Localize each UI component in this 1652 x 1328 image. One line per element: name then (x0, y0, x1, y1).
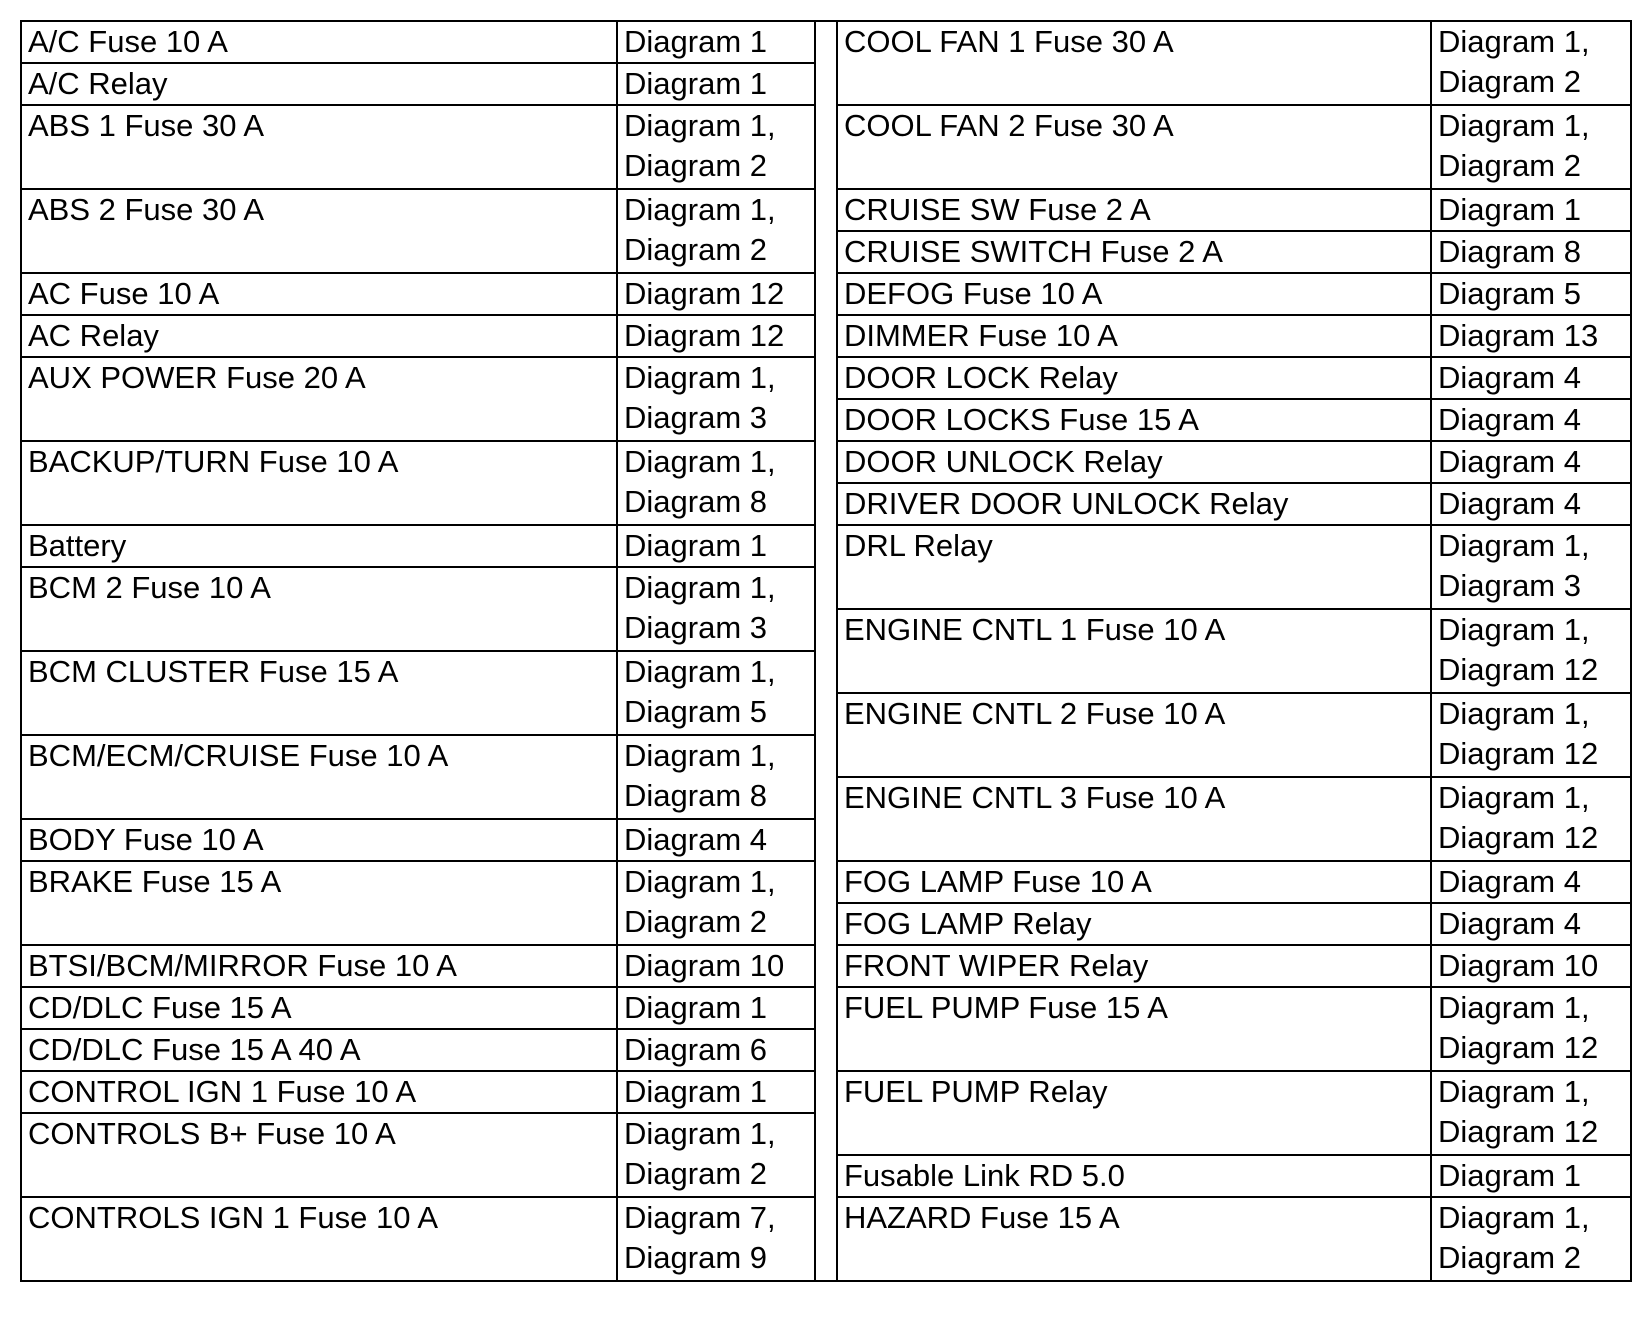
diagram-reference: Diagram 1 (624, 990, 767, 1025)
table-row (22, 1198, 814, 1280)
component-name: CD/DLC Fuse 15 A (22, 988, 618, 1028)
diagram-reference: Diagram 1, Diagram 3 (1437, 528, 1590, 603)
component-name: FUEL PUMP Relay (838, 1072, 1432, 1154)
component-name: FRONT WIPER Relay (838, 946, 1432, 986)
component-name: BCM 2 Fuse 10 A (22, 568, 618, 650)
component-name: AC Fuse 10 A (22, 274, 618, 314)
component-name: FOG LAMP Relay (838, 904, 1432, 944)
table-row (838, 442, 1630, 484)
table-row (838, 778, 1630, 862)
diagram-reference: Diagram 10 (1437, 948, 1599, 983)
diagram-reference: Diagram 13 (1437, 318, 1599, 353)
component-name: DOOR LOCK Relay (838, 358, 1432, 398)
diagram-reference: Diagram 1 (1437, 1158, 1581, 1193)
component-name: AC Relay (22, 316, 618, 356)
diagram-reference: Diagram 1, Diagram 12 (1437, 696, 1599, 771)
component-name: DOOR LOCKS Fuse 15 A (838, 400, 1432, 440)
table-row (838, 316, 1630, 358)
table-row (22, 106, 814, 190)
table-row (838, 904, 1630, 946)
table-row (22, 1072, 814, 1114)
diagram-reference: Diagram 4 (1437, 486, 1581, 521)
diagram-reference: Diagram 1 (624, 66, 767, 101)
column-divider (814, 22, 838, 1280)
table-row (838, 862, 1630, 904)
table-row (838, 484, 1630, 526)
table-row (22, 862, 814, 946)
diagram-reference: Diagram 1, Diagram 2 (624, 1116, 776, 1191)
diagram-reference: Diagram 5 (1437, 276, 1581, 311)
table-row (22, 946, 814, 988)
fuse-index-table (20, 20, 1632, 1282)
table-row (838, 988, 1630, 1072)
component-name: DEFOG Fuse 10 A (838, 274, 1432, 314)
diagram-reference: Diagram 1 (624, 1074, 767, 1109)
table-row (22, 22, 814, 64)
component-name: BCM CLUSTER Fuse 15 A (22, 652, 618, 734)
component-name: FUEL PUMP Fuse 15 A (838, 988, 1432, 1070)
left-column (22, 22, 814, 1280)
component-name: COOL FAN 2 Fuse 30 A (838, 106, 1432, 188)
component-name: CRUISE SWITCH Fuse 2 A (838, 232, 1432, 272)
diagram-reference: Diagram 1, Diagram 12 (1437, 612, 1599, 687)
diagram-reference: Diagram 1, Diagram 8 (624, 738, 776, 813)
component-name: FOG LAMP Fuse 10 A (838, 862, 1432, 902)
table-row (22, 988, 814, 1030)
component-name: ENGINE CNTL 3 Fuse 10 A (838, 778, 1432, 860)
diagram-reference: Diagram 1, Diagram 2 (624, 108, 776, 183)
diagram-reference: Diagram 1, Diagram 2 (1437, 24, 1590, 99)
component-name: DRIVER DOOR UNLOCK Relay (838, 484, 1432, 524)
table-row (838, 946, 1630, 988)
diagram-reference: Diagram 4 (1437, 906, 1581, 941)
diagram-reference: Diagram 1, Diagram 2 (624, 192, 776, 267)
diagram-reference: Diagram 6 (624, 1032, 767, 1067)
diagram-reference: Diagram 1, Diagram 3 (624, 570, 776, 645)
table-row (22, 736, 814, 820)
component-name: ABS 1 Fuse 30 A (22, 106, 618, 188)
diagram-reference: Diagram 1, Diagram 5 (624, 654, 776, 729)
table-row (22, 1030, 814, 1072)
diagram-reference: Diagram 1, Diagram 2 (1437, 1200, 1590, 1275)
right-column (838, 22, 1630, 1280)
component-name: HAZARD Fuse 15 A (838, 1198, 1432, 1280)
component-name: A/C Fuse 10 A (22, 22, 618, 62)
table-row (22, 442, 814, 526)
diagram-reference: Diagram 7, Diagram 9 (624, 1200, 776, 1275)
table-row (22, 820, 814, 862)
diagram-reference: Diagram 8 (1437, 234, 1581, 269)
diagram-reference: Diagram 1, Diagram 2 (624, 864, 776, 939)
diagram-reference: Diagram 1, Diagram 12 (1437, 1074, 1599, 1149)
component-name: BACKUP/TURN Fuse 10 A (22, 442, 618, 524)
component-name: COOL FAN 1 Fuse 30 A (838, 22, 1432, 104)
table-row (838, 190, 1630, 232)
table-row (838, 400, 1630, 442)
table-row (838, 106, 1630, 190)
component-name: A/C Relay (22, 64, 618, 104)
table-row (838, 274, 1630, 316)
diagram-reference: Diagram 10 (624, 948, 785, 983)
table-row (838, 232, 1630, 274)
component-name: AUX POWER Fuse 20 A (22, 358, 618, 440)
table-row (22, 526, 814, 568)
diagram-reference: Diagram 4 (1437, 444, 1581, 479)
component-name: Fusable Link RD 5.0 (838, 1156, 1432, 1196)
component-name: BODY Fuse 10 A (22, 820, 618, 860)
component-name: DRL Relay (838, 526, 1432, 608)
component-name: ENGINE CNTL 2 Fuse 10 A (838, 694, 1432, 776)
table-row (22, 1114, 814, 1198)
diagram-reference: Diagram 1, Diagram 3 (624, 360, 776, 435)
table-row (838, 1072, 1630, 1156)
component-name: DOOR UNLOCK Relay (838, 442, 1432, 482)
diagram-reference: Diagram 1, Diagram 12 (1437, 990, 1599, 1065)
diagram-reference: Diagram 4 (1437, 864, 1581, 899)
table-row (838, 22, 1630, 106)
component-name: ABS 2 Fuse 30 A (22, 190, 618, 272)
table-row (838, 694, 1630, 778)
diagram-reference: Diagram 1, Diagram 2 (1437, 108, 1590, 183)
table-row (22, 64, 814, 106)
table-row (22, 316, 814, 358)
component-name: Battery (22, 526, 618, 566)
diagram-reference: Diagram 1, Diagram 12 (1437, 780, 1599, 855)
table-row (838, 610, 1630, 694)
table-row (838, 358, 1630, 400)
table-row (22, 568, 814, 652)
component-name: CD/DLC Fuse 15 A 40 A (22, 1030, 618, 1070)
component-name: BTSI/BCM/MIRROR Fuse 10 A (22, 946, 618, 986)
diagram-reference: Diagram 4 (624, 822, 767, 857)
diagram-reference: Diagram 1 (624, 528, 767, 563)
diagram-reference: Diagram 1 (624, 24, 767, 59)
component-name: CONTROL IGN 1 Fuse 10 A (22, 1072, 618, 1112)
table-row (838, 1156, 1630, 1198)
component-name: CONTROLS B+ Fuse 10 A (22, 1114, 618, 1196)
diagram-reference: Diagram 4 (1437, 402, 1581, 437)
diagram-reference: Diagram 12 (624, 318, 785, 353)
table-row (838, 1198, 1630, 1280)
component-name: BRAKE Fuse 15 A (22, 862, 618, 944)
table-row (22, 652, 814, 736)
diagram-reference: Diagram 4 (1437, 360, 1581, 395)
component-name: ENGINE CNTL 1 Fuse 10 A (838, 610, 1432, 692)
component-name: BCM/ECM/CRUISE Fuse 10 A (22, 736, 618, 818)
table-row (22, 274, 814, 316)
table-row (838, 526, 1630, 610)
table-row (22, 190, 814, 274)
component-name: CONTROLS IGN 1 Fuse 10 A (22, 1198, 618, 1280)
diagram-reference: Diagram 12 (624, 276, 785, 311)
diagram-reference: Diagram 1, Diagram 8 (624, 444, 776, 519)
table-row (22, 358, 814, 442)
component-name: DIMMER Fuse 10 A (838, 316, 1432, 356)
component-name: CRUISE SW Fuse 2 A (838, 190, 1432, 230)
diagram-reference: Diagram 1 (1437, 192, 1581, 227)
